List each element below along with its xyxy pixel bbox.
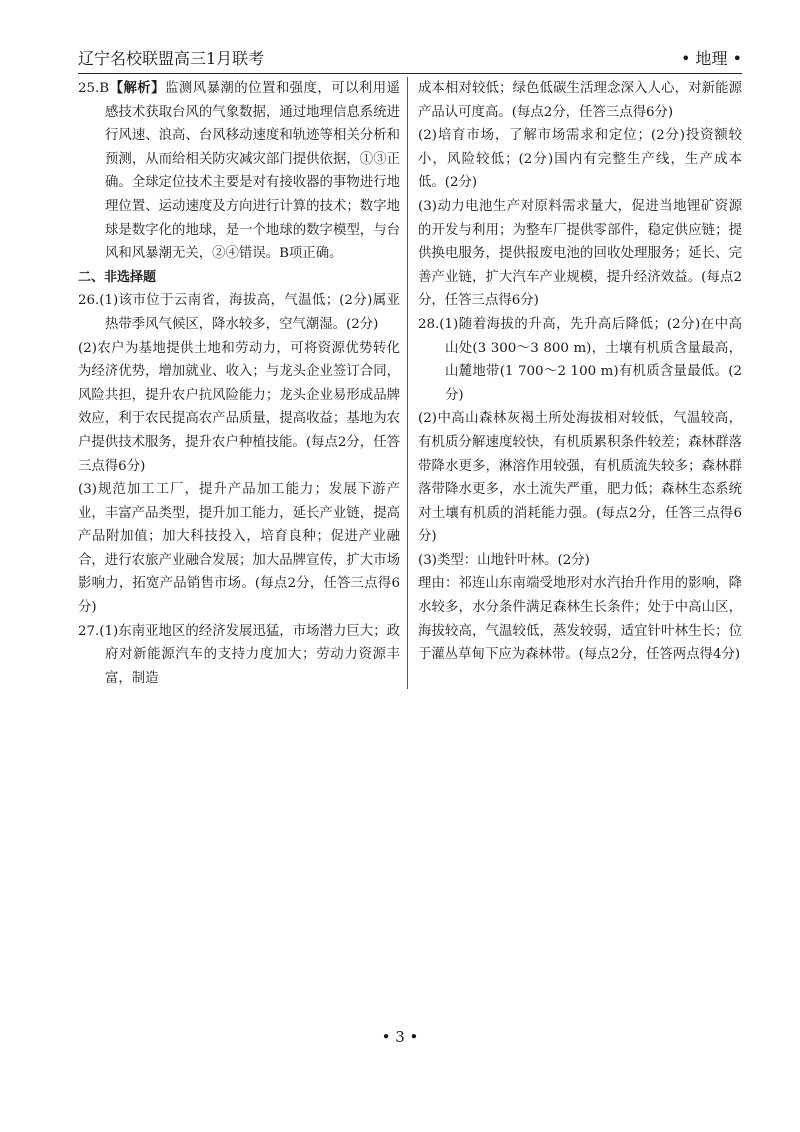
q26-part3: (3)规范加工工厂，提升产品加工能力；发展下游产业，丰富产品类型，提升加工能力，延长产业链，提高产品附加值；加大科技投入，培育良种；促进产业融合，进行农旅产业融合发展；加大品牌宣传，扩大市场影响力，拓宽产品销售市场。(每点2分，任答三点得6分) — [78, 482, 400, 616]
q28-part3-reason: 理由：祁连山东南端受地形对水汽抬升作用的影响，降水较多，水分条件满足森林生长条件；处于中高山区，海拔较高，气温较低，蒸发较弱，适宜针叶林生长；位于灌丛草甸下应为森林带。(每点2分，任答两点得4分) — [418, 576, 742, 663]
q27-part2: (2)培育市场，了解市场需求和定位；(2分)投资额较小，风险较低；(2分)国内有完整生产线，生产成本低。(2分) — [418, 128, 742, 191]
q25-analysis-text: 监测风暴潮的位置和强度，可以利用遥感技术获取台风的气象数据，通过地理信息系统进行风速、浪高、台风移动速度和轨迹等相关分析和预测，从而给相关防灾减灾部门提供依据，①③正确。全球定位技术主要是对有接收器的事物进行地理位置、运动速度及方向进行计算的技术；数字地球是数字化的地球，是一个地球的数字模型，与台风和风暴潮无关，②④错误。B项正确。 — [105, 81, 401, 262]
page-header — [78, 47, 742, 71]
page-number: • 3 • — [381, 1028, 419, 1046]
q27-part1-continued: 成本相对较低；绿色低碳生活理念深入人心，对新能源产品认可度高。(每点2分，任答三点得6分) — [418, 81, 742, 120]
q28-part3: (3)类型：山地针叶林。(2分) — [418, 552, 590, 568]
q26-part1: 26.(1)该市位于云南省，海拔高，气温低；(2分)属亚热带季风气候区，降水较多，空气潮湿。(2分) — [78, 293, 400, 332]
subject-label: • 地理 • — [680, 49, 742, 68]
right-column — [418, 77, 742, 667]
q27-part1: 27.(1)东南亚地区的经济发展迅猛，市场潜力巨大；政府对新能源汽车的支持力度加大；劳动力资源丰富，制造 — [78, 623, 400, 686]
q28-part1: 28.(1)随着海拔的升高，先升高后降低；(2分)在中高山处(3 300～3 800 m)，土壤有机质含量最高，山麓地带(1 700～2 100 m)有机质含量最低。(2分) — [418, 316, 742, 403]
header-rule — [78, 73, 742, 74]
left-column — [78, 77, 400, 690]
q25-option: B — [99, 81, 110, 96]
q27-part3: (3)动力电池生产对原料需求量大，促进当地锂矿资源的开发与利用；为整车厂提供零部件，稳定供应链；提供换电服务，提供报废电池的回收处理服务；延长、完善产业链，扩大汽车产业规模，提升经济效益。(每点2分，任答三点得6分) — [418, 198, 742, 309]
exam-title: 辽宁名校联盟高三1月联考 — [78, 49, 265, 68]
column-divider — [407, 77, 408, 689]
q25-number: 25. — [78, 81, 100, 96]
q28-part2: (2)中高山森林灰褐土所处海拔相对较低，气温较高，有机质分解速度较快，有机质累积条件较差；森林群落带降水更多，淋溶作用较强，有机质流失较多；森林群落带降水更多，水土流失严重，肥力低；森林生态系统对土壤有机质的消耗能力强。(每点2分，任答三点得6分) — [418, 411, 742, 545]
q26-part2: (2)农户为基地提供土地和劳动力，可将资源优势转化为经济优势，增加就业、收入；与龙头企业签订合同，风险共担，提升农户抗风险能力；龙头企业易形成品牌效应，利于农民提高农产品质量，提高收益；基地为农户提供技术服务，提升农户种植技能。(每点2分，任答三点得6分) — [78, 340, 400, 474]
q25-answer — [78, 77, 400, 266]
q25-analysis-tag: 【解析】 — [109, 80, 166, 96]
section-title: 二、非选择题 — [78, 269, 157, 285]
